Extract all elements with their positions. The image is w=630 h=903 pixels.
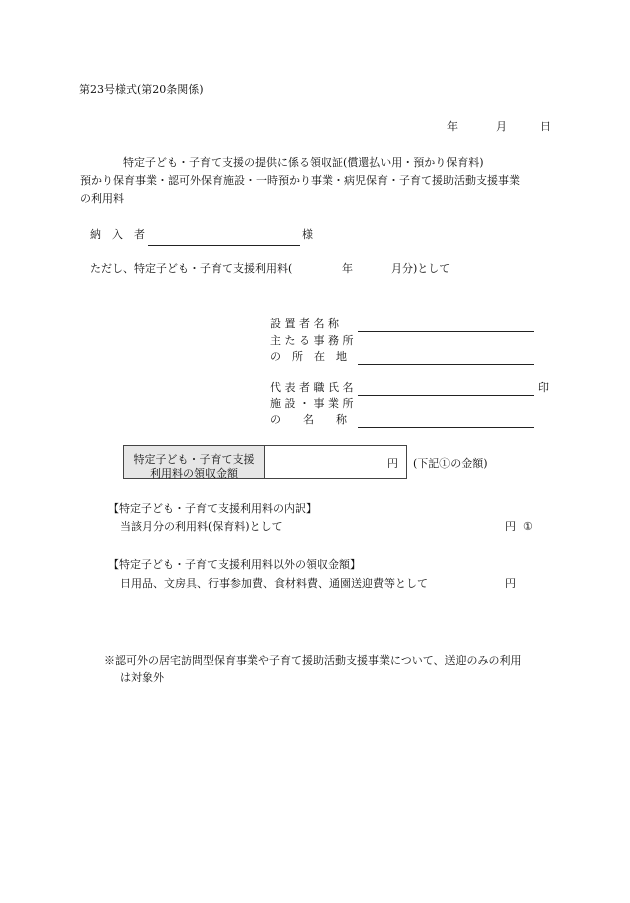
footnote-line-2: は対象外: [120, 671, 164, 684]
date-month-label: 月: [496, 120, 507, 133]
title-line-3: の利用料: [80, 192, 124, 205]
office-label-line-2: の 所 在 地: [270, 350, 347, 363]
amount-label-line-1: 特定子ども・子育て支援: [133, 453, 255, 466]
facility-name-line[interactable]: [358, 427, 534, 428]
office-address-line[interactable]: [358, 364, 534, 365]
proviso-prefix: ただし、特定子ども・子育て支援利用料(: [90, 262, 293, 275]
establisher-name-line[interactable]: [358, 331, 534, 332]
date-year-label: 年: [447, 120, 458, 133]
other-item: 日用品、文房具、行事参加費、食材料費、通園送迎費等として: [120, 577, 428, 590]
proviso-month-suffix: 月分)として: [391, 262, 451, 275]
title-line-1: 特定子ども・子育て支援の提供に係る領収証(償還払い用・預かり保育料): [123, 156, 484, 169]
breakdown-item: 当該月分の利用料(保育料)として: [120, 520, 283, 533]
amount-label-cell: [123, 445, 265, 479]
footnote-line-1: ※認可外の居宅訪問型保育事業や子育て援助活動支援事業について、送迎のみの利用: [104, 654, 522, 667]
payer-honorific: 様: [302, 228, 313, 241]
amount-unit: 円: [387, 457, 398, 470]
other-unit: 円: [505, 577, 516, 590]
facility-label-line-1: 施 設 ・ 事 業 所: [270, 397, 354, 410]
other-heading: 【特定子ども・子育て支援利用料以外の領収金額】: [108, 558, 361, 571]
representative-line[interactable]: [358, 395, 534, 396]
payer-name-line[interactable]: [148, 245, 300, 246]
breakdown-marker: ①: [523, 520, 533, 533]
breakdown-unit: 円: [505, 520, 516, 533]
office-label-line-1: 主 た る 事 務 所: [270, 334, 354, 347]
amount-note: (下記①の金額): [413, 457, 488, 470]
representative-label: 代 表 者 職 氏 名: [270, 381, 354, 394]
breakdown-heading: 【特定子ども・子育て支援利用料の内訳】: [108, 502, 317, 515]
amount-label-line-2: 利用料の領収金額: [150, 467, 238, 480]
date-day-label: 日: [540, 120, 551, 133]
facility-label-line-2: の 名 称: [270, 413, 347, 426]
seal-mark: 印: [538, 381, 549, 394]
payer-label: 納 入 者: [90, 228, 145, 241]
proviso-year-label: 年: [342, 262, 353, 275]
establisher-name-label: 設 置 者 名 称: [270, 317, 339, 330]
amount-value-cell[interactable]: [265, 445, 407, 479]
title-line-2: 預かり保育事業・認可外保育施設・一時預かり事業・病児保育・子育て援助活動支援事業: [80, 174, 520, 187]
form-number: 第23号様式(第20条関係): [79, 83, 204, 96]
